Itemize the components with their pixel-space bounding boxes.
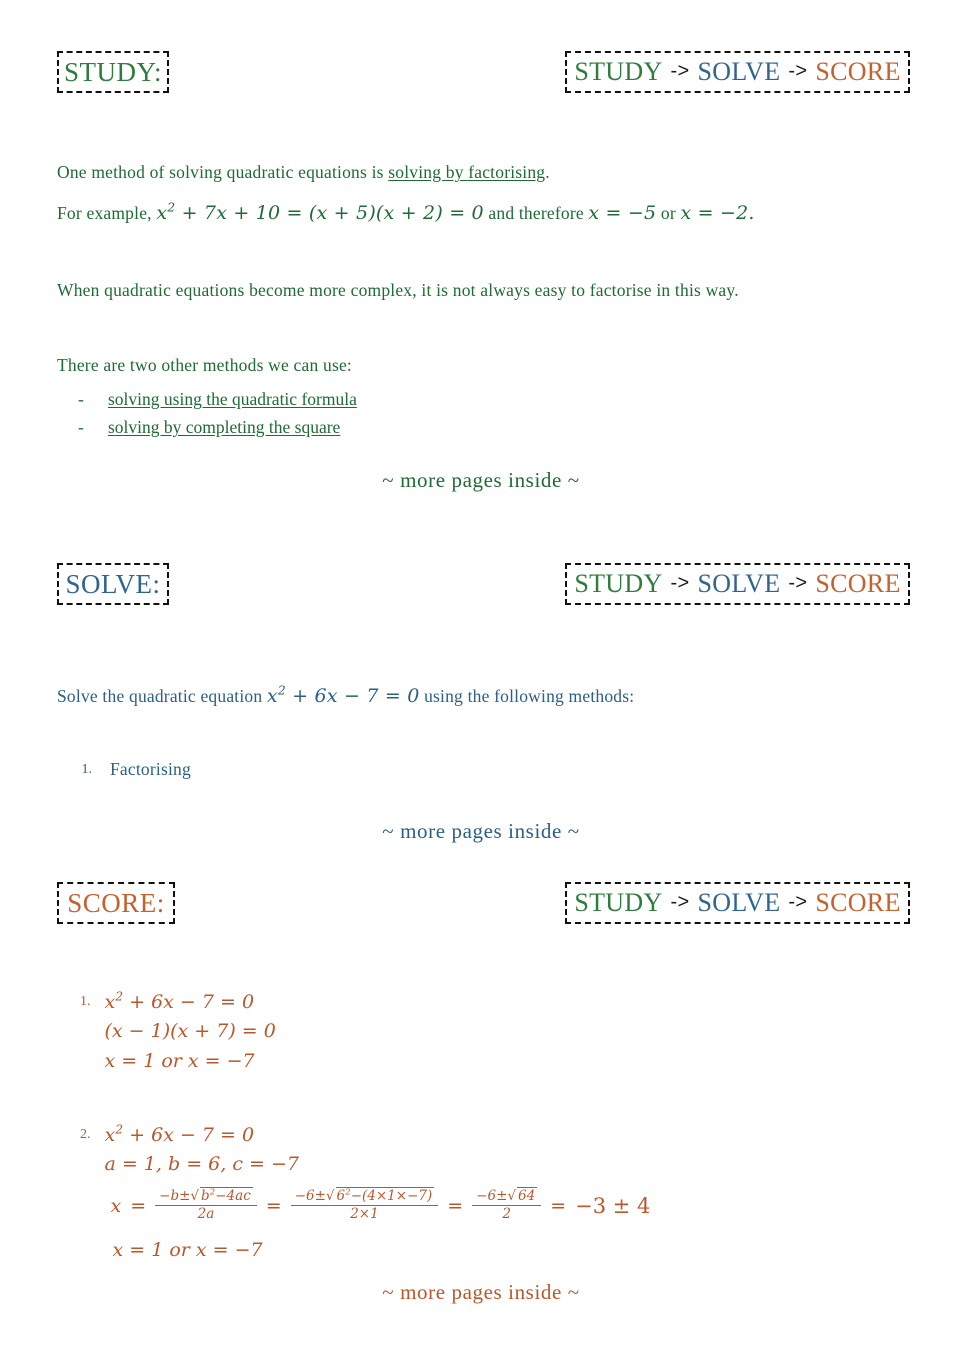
formula-sub-radicand-exp: 2 <box>345 1187 351 1198</box>
nav-arrow-2-icon: -> <box>788 571 808 594</box>
formula-fraction-substituted-numerator <box>291 1189 439 1207</box>
solve-methods-list <box>78 757 191 782</box>
formula-equals-4: = <box>550 1194 567 1217</box>
study-paragraph-1-after: . <box>545 162 550 182</box>
formula-lhs: x <box>110 1194 122 1217</box>
study-example-or: or <box>660 203 676 223</box>
nav-arrow-2-icon: -> <box>788 890 808 913</box>
score-answer-2-exponent: 2 <box>115 1122 124 1137</box>
nav-breadcrumb-study[interactable] <box>565 51 910 93</box>
radical-icon: √ <box>190 1187 200 1204</box>
formula-fraction-simplified-denominator: 2 <box>502 1206 511 1223</box>
nav-arrow-1-icon: -> <box>670 571 690 594</box>
score-answer-1-line-2: (x − 1)(x + 7) = 0 <box>104 1020 276 1043</box>
list-item[interactable] <box>78 417 357 438</box>
solve-prompt-exponent: 2 <box>277 683 286 698</box>
nav-item-solve[interactable]: SOLVE <box>697 57 781 86</box>
study-example-solution-1: x = −5 <box>588 202 657 224</box>
radical-icon: √ <box>507 1187 516 1204</box>
solve-item-factorising[interactable]: Factorising <box>110 759 191 779</box>
formula-fraction-general-denominator: 2a <box>197 1206 215 1223</box>
study-paragraph-1-before: One method of solving quadratic equations is <box>57 162 389 182</box>
score-answer-1-rest: + 6x − 7 = 0 <box>129 991 255 1013</box>
solve-prompt <box>57 683 937 711</box>
stage-badge-study-label: STUDY: <box>63 56 163 87</box>
solve-prompt-after: using the following methods: <box>424 686 635 706</box>
formula-general-radicand-rest: −4ac <box>215 1187 251 1204</box>
formula-result: −3 ± 4 <box>575 1193 651 1218</box>
study-paragraph-3: When quadratic equations become more complex, it is not always easy to factorise in this way. <box>57 280 739 300</box>
score-answer-1-exponent: 2 <box>115 989 124 1004</box>
study-example-rest: + 7x + 10 = (x + 5)(x + 2) = 0 <box>181 202 484 224</box>
score-answer-1-line-3: x = 1 or x = −7 <box>104 1049 255 1072</box>
score-answer-2-line-2: a = 1, b = 6, c = −7 <box>104 1153 299 1176</box>
nav-item-score[interactable]: SCORE <box>815 569 901 598</box>
study-method-completing-square[interactable]: solving by completing the square <box>108 417 341 437</box>
study-example-lead: For example, <box>57 203 152 223</box>
score-answer-1-line-1 <box>105 988 276 1017</box>
score-answer-2-lines <box>105 1121 651 1265</box>
nav-item-solve[interactable]: SOLVE <box>697 569 781 598</box>
study-paragraph-4: There are two other methods we can use: <box>57 355 352 375</box>
study-methods-list <box>78 389 357 445</box>
nav-arrow-1-icon: -> <box>670 59 690 82</box>
more-pages-note-solve[interactable]: ~ more pages inside ~ <box>382 819 580 843</box>
formula-general-radicand-exp: 2 <box>209 1187 216 1198</box>
formula-fraction-simplified-numerator <box>472 1189 541 1207</box>
more-pages-note-study[interactable]: ~ more pages inside ~ <box>382 468 580 492</box>
nav-item-score[interactable]: SCORE <box>815 888 901 917</box>
bullet-dash-icon: - <box>78 417 84 437</box>
nav-breadcrumb-score[interactable] <box>565 882 910 924</box>
solve-prompt-before: Solve the quadratic equation <box>57 686 263 706</box>
formula-general-radicand <box>200 1187 253 1204</box>
formula-fraction-substituted <box>291 1189 439 1223</box>
score-answer-2-marker: 2. <box>80 1127 91 1142</box>
score-quadratic-formula <box>111 1189 651 1223</box>
formula-equals-1: = <box>130 1194 147 1217</box>
formula-general-num-prefix: −b± <box>159 1187 191 1204</box>
formula-sub-radicand <box>336 1187 435 1204</box>
list-item[interactable] <box>78 389 357 410</box>
study-example-mid: and therefore <box>488 203 584 223</box>
score-answer-2-rest: + 6x − 7 = 0 <box>129 1124 255 1146</box>
formula-sub-radicand-base: 6 <box>336 1187 346 1204</box>
study-example-var: x <box>156 202 168 224</box>
score-answer-2-var: x <box>104 1124 116 1146</box>
solve-prompt-rest: + 6x − 7 = 0 <box>292 685 420 707</box>
nav-item-solve[interactable]: SOLVE <box>697 888 781 917</box>
study-example-equation <box>156 202 484 224</box>
formula-sub-radicand-rest: −(4×1×−7) <box>350 1187 433 1204</box>
solve-prompt-equation <box>267 685 420 707</box>
formula-sub-num-prefix: −6± <box>294 1187 326 1204</box>
study-link-factorising[interactable]: solving by factorising <box>388 162 546 182</box>
stage-badge-score[interactable] <box>57 882 175 924</box>
nav-breadcrumb-solve[interactable] <box>565 563 910 605</box>
formula-fraction-simplified <box>472 1189 541 1223</box>
score-answer-1-var: x <box>104 991 116 1013</box>
formula-fraction-general-numerator <box>155 1189 257 1207</box>
nav-item-study[interactable]: STUDY <box>574 888 663 917</box>
formula-fraction-general <box>155 1189 257 1223</box>
score-answer-2 <box>80 1121 650 1265</box>
study-method-quadratic-formula[interactable]: solving using the quadratic formula <box>108 389 357 409</box>
stage-badge-solve[interactable] <box>57 563 169 605</box>
study-example-solution-2: x = −2. <box>680 202 755 224</box>
stage-badge-solve-label: SOLVE: <box>65 568 161 599</box>
formula-general-radicand-base: b <box>201 1187 210 1204</box>
nav-item-study[interactable]: STUDY <box>574 569 663 598</box>
list-item[interactable] <box>78 757 191 782</box>
nav-item-study[interactable]: STUDY <box>574 57 663 86</box>
nav-item-score[interactable]: SCORE <box>815 57 901 86</box>
formula-fraction-substituted-denominator: 2×1 <box>350 1206 379 1223</box>
formula-equals-3: = <box>447 1194 464 1217</box>
more-pages-note-score[interactable]: ~ more pages inside ~ <box>382 1280 580 1304</box>
study-example-exponent: 2 <box>167 200 176 215</box>
formula-simp-num-prefix: −6± <box>476 1187 508 1204</box>
study-paragraph-2 <box>57 200 937 228</box>
study-paragraph-1 <box>57 160 917 185</box>
stage-badge-study[interactable] <box>57 51 169 93</box>
nav-arrow-2-icon: -> <box>788 59 808 82</box>
score-answer-1-marker: 1. <box>80 994 91 1009</box>
formula-equals-2: = <box>265 1194 282 1217</box>
score-answer-2-line-1 <box>105 1121 651 1150</box>
solve-item-marker: 1. <box>81 762 92 777</box>
solve-prompt-var: x <box>266 685 278 707</box>
formula-simp-radicand: 64 <box>518 1187 536 1204</box>
score-answer-1-lines <box>105 988 276 1076</box>
nav-arrow-1-icon: -> <box>670 890 690 913</box>
score-answer-2-line-last: x = 1 or x = −7 <box>112 1238 263 1261</box>
score-answer-1 <box>80 988 276 1076</box>
bullet-dash-icon: - <box>78 389 84 409</box>
stage-badge-score-label: SCORE: <box>67 887 165 918</box>
radical-icon: √ <box>325 1187 335 1204</box>
